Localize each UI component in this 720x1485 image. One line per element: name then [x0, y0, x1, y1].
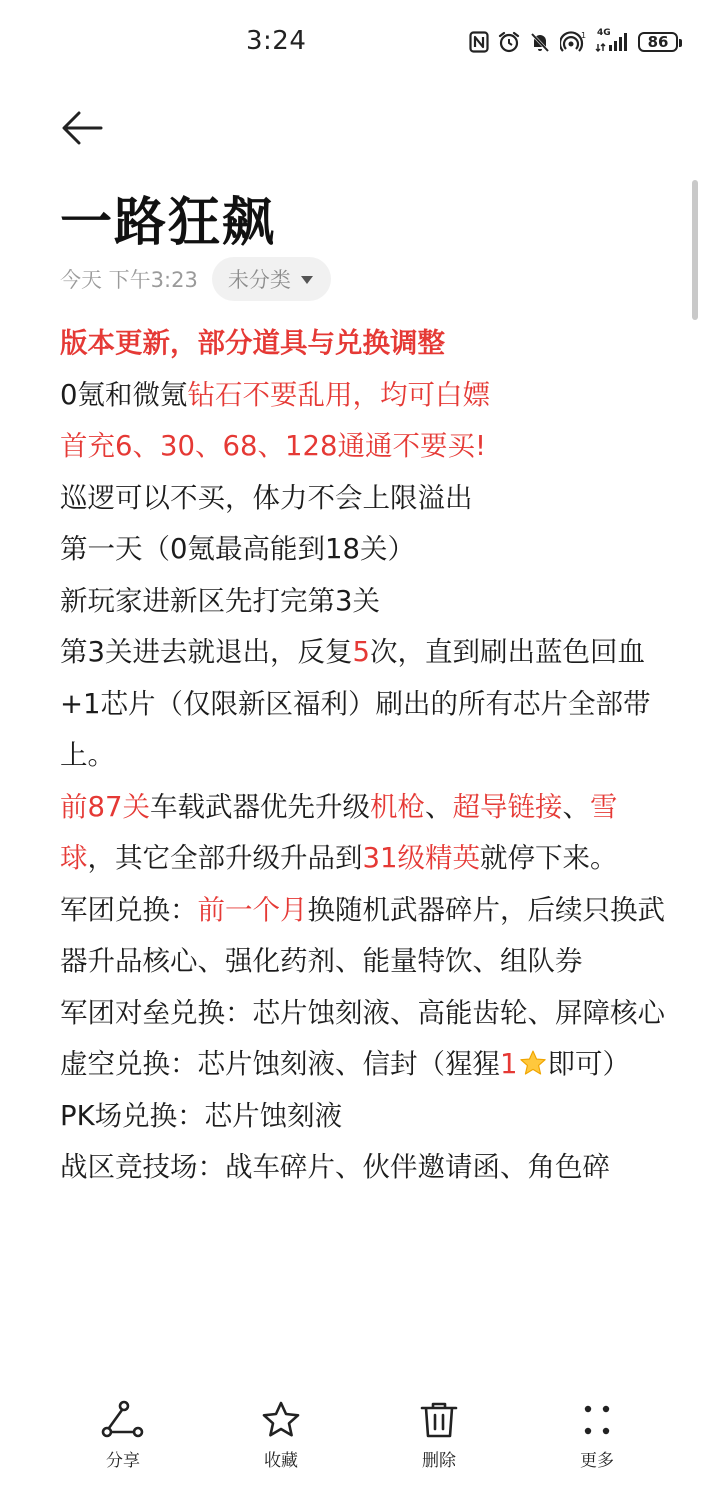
favorite-button[interactable] [231, 1400, 331, 1471]
mute-icon [529, 31, 551, 53]
delete-button[interactable] [389, 1400, 489, 1471]
share-label: 分享 [106, 1451, 140, 1471]
favorite-label: 收藏 [264, 1451, 298, 1471]
caret-down-icon [301, 276, 313, 284]
body-text-red: 机枪 [370, 790, 425, 823]
bottom-toolbar [0, 1390, 720, 1485]
star-emoji-icon [519, 1049, 547, 1077]
body-line [60, 627, 666, 782]
body-line [60, 318, 666, 370]
body-line [60, 988, 666, 1040]
delete-label: 删除 [422, 1451, 456, 1471]
body-text: 车载武器优先升级 [150, 790, 370, 823]
more-label: 更多 [580, 1451, 614, 1471]
body-text-red: 1 [500, 1048, 518, 1080]
body-line [60, 782, 666, 885]
body-text: ，其它全部升级升品到 [87, 842, 363, 874]
body-text: 战区竞技场：战车碎片、伙伴邀请函、角色碎 [60, 1151, 610, 1183]
body-text-red: 钻石不要乱用，均可白嫖 [187, 378, 490, 411]
body-text-red: 超导链接 [452, 790, 563, 823]
body-text: 换随机武器碎片，后续只换武器升品核心、强化药剂、能量特饮、组队券 [60, 893, 665, 977]
body-text: 就停下来。 [480, 842, 618, 874]
share-icon [101, 1400, 145, 1440]
body-text: 、 [425, 790, 453, 823]
body-text: 新玩家进新区先打完第3关 [60, 584, 380, 617]
scrollbar[interactable] [692, 180, 698, 320]
back-button[interactable] [56, 104, 108, 152]
body-text-red: 雪球 [60, 790, 618, 874]
arrow-left-icon [61, 110, 103, 146]
body-text: 军团对垒兑换：芯片蚀刻液、高能齿轮、屏障核心 [60, 996, 665, 1029]
body-text: 军团兑换： [60, 893, 198, 926]
share-button[interactable] [73, 1400, 173, 1471]
body-text: 第3关进去就退出，反复 [60, 636, 353, 668]
note-meta [60, 256, 331, 302]
trash-icon [417, 1400, 461, 1440]
body-text: 即可） [547, 1048, 630, 1080]
more-icon [575, 1400, 619, 1440]
signal-icon: 4G [595, 31, 629, 53]
body-text: 、 [562, 790, 590, 823]
category-label: 未分类 [227, 268, 291, 292]
body-line [60, 421, 666, 473]
hotspot-icon [560, 31, 586, 53]
status-bar [0, 0, 720, 84]
note-date: 今天 下午3:23 [60, 268, 198, 292]
nfc-icon [469, 31, 489, 53]
note-title[interactable]: 一路狂飙 [60, 193, 277, 253]
body-line [60, 473, 666, 525]
body-text: 巡逻可以不买，体力不会上限溢出 [60, 481, 473, 514]
body-text-red: 5 [352, 636, 370, 668]
body-text-red: 31级精英 [362, 842, 480, 874]
alarm-icon [498, 31, 520, 53]
body-line [60, 1039, 666, 1091]
body-text: 版本更新，部分道具与兑换调整 [60, 327, 445, 359]
body-text: 0氪和微氪 [60, 378, 188, 411]
body-line [60, 576, 666, 628]
body-line [60, 885, 666, 988]
body-line [60, 524, 666, 576]
body-line [60, 1091, 666, 1143]
star-icon [259, 1400, 303, 1440]
body-line [60, 370, 666, 422]
svg-text:1: 1 [581, 31, 586, 40]
body-text-red: 首充6、30、68、128通通不要买! [60, 430, 486, 462]
status-time: 3:24 [246, 26, 307, 56]
body-text: 虚空兑换：芯片蚀刻液、信封（猩猩 [60, 1048, 500, 1080]
body-text: 次，直到刷出蓝色回血+1芯片（仅限新区福利）刷出的所有芯片全部带上。 [60, 636, 651, 771]
note-body[interactable] [60, 318, 666, 1390]
body-text: PK场兑换：芯片蚀刻液 [60, 1099, 343, 1132]
more-button[interactable] [547, 1400, 647, 1471]
body-line [60, 1142, 666, 1194]
body-text-red: 前一个月 [197, 893, 308, 926]
category-dropdown[interactable] [212, 257, 331, 301]
body-text: 第一天（0氪最高能到18关） [60, 533, 415, 565]
battery-icon: 86 [638, 32, 678, 52]
body-text-red: 前87关 [60, 790, 150, 823]
status-icons [469, 30, 678, 54]
